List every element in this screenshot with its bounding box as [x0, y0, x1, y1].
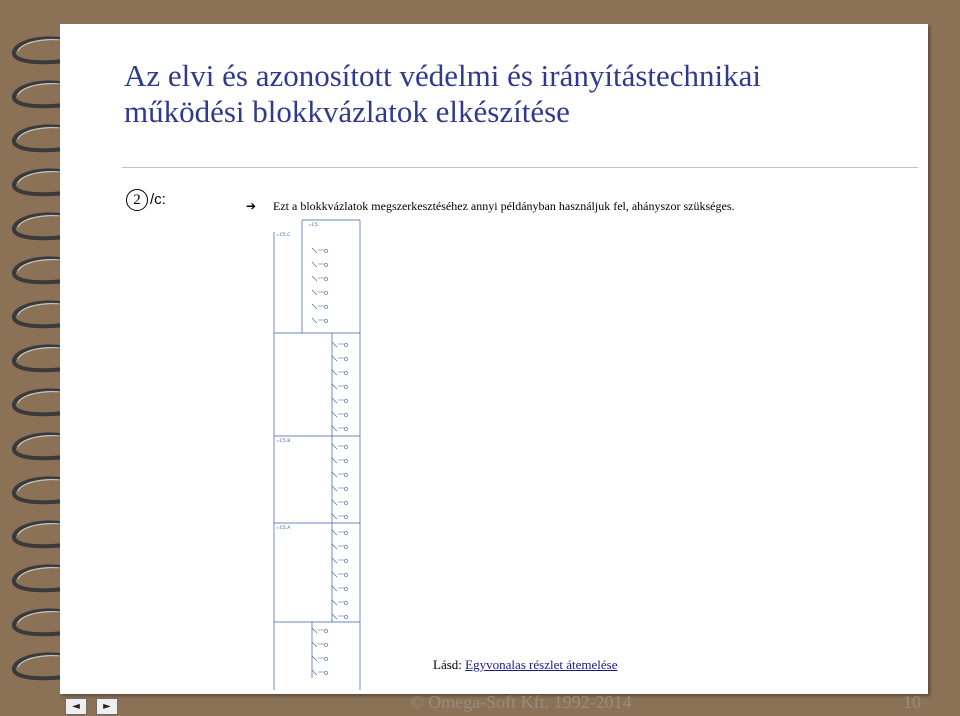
terminal-symbol — [344, 587, 347, 590]
switch-symbol — [332, 614, 344, 619]
slide-title — [124, 58, 914, 130]
switch-symbol — [332, 412, 344, 417]
switch-symbol — [312, 290, 324, 295]
prev-slide-button[interactable]: ◄ — [65, 698, 87, 715]
terminal-symbol — [324, 249, 327, 252]
terminal-symbol — [324, 643, 327, 646]
terminal-symbol — [344, 515, 347, 518]
diagram-section-label: =C5.B — [276, 439, 291, 444]
switch-symbol — [332, 530, 344, 535]
block-diagram — [272, 218, 362, 690]
terminal-symbol — [344, 487, 347, 490]
terminal-symbol — [344, 573, 347, 576]
step-label — [126, 189, 166, 211]
terminal-symbol — [344, 545, 347, 548]
switch-symbol — [312, 642, 324, 647]
switch-symbol — [332, 370, 344, 375]
switch-symbol — [312, 318, 324, 323]
title-line-2: működési blokkvázlatok elkészítése — [124, 94, 570, 129]
terminal-symbol — [324, 671, 327, 674]
switch-symbol — [312, 628, 324, 633]
switch-symbol — [332, 426, 344, 431]
terminal-symbol — [344, 459, 347, 462]
switch-symbol — [332, 572, 344, 577]
terminal-symbol — [344, 343, 347, 346]
terminal-symbol — [344, 445, 347, 448]
terminal-symbol — [324, 319, 327, 322]
terminal-symbol — [344, 615, 347, 618]
copyright-footer: © Omega-Soft Kft. 1992-2014 — [410, 692, 632, 712]
terminal-symbol — [344, 399, 347, 402]
switch-symbol — [332, 444, 344, 449]
terminal-symbol — [324, 291, 327, 294]
step-number: 2 — [126, 189, 148, 211]
see-link[interactable]: Egyvonalas részlet átemelése — [465, 657, 618, 672]
diagram-section-label: =C5. — [308, 223, 320, 228]
switch-symbol — [332, 544, 344, 549]
switch-symbol — [332, 558, 344, 563]
terminal-symbol — [344, 559, 347, 562]
title-line-1: Az elvi és azonosított védelmi és irányítástechnikai — [124, 58, 762, 93]
terminal-symbol — [344, 601, 347, 604]
switch-symbol — [312, 304, 324, 309]
page-number: 10 — [903, 692, 921, 712]
switch-symbol — [312, 248, 324, 253]
switch-symbol — [332, 486, 344, 491]
step-suffix: /c: — [150, 190, 166, 208]
switch-symbol — [312, 276, 324, 281]
switch-symbol — [332, 398, 344, 403]
terminal-symbol — [344, 357, 347, 360]
switch-symbol — [332, 384, 344, 389]
terminal-symbol — [324, 277, 327, 280]
switch-symbol — [312, 656, 324, 661]
title-divider — [122, 167, 918, 168]
switch-symbol — [332, 356, 344, 361]
terminal-symbol — [324, 629, 327, 632]
switch-symbol — [332, 586, 344, 591]
switch-symbol — [312, 262, 324, 267]
see-prefix: Lásd: — [433, 657, 466, 672]
terminal-symbol — [344, 473, 347, 476]
arrow-icon: ➔ — [246, 199, 257, 213]
terminal-symbol — [344, 531, 347, 534]
terminal-symbol — [344, 385, 347, 388]
next-slide-button[interactable]: ► — [96, 698, 118, 715]
diagram-section-label: =C5.A — [276, 526, 291, 531]
terminal-symbol — [344, 413, 347, 416]
terminal-symbol — [344, 371, 347, 374]
terminal-symbol — [324, 657, 327, 660]
diagram-section-label: =C5.C — [276, 233, 291, 238]
see-also — [433, 657, 617, 673]
switch-symbol — [332, 500, 344, 505]
switch-symbol — [332, 458, 344, 463]
terminal-symbol — [324, 263, 327, 266]
switch-symbol — [332, 342, 344, 347]
switch-symbol — [332, 600, 344, 605]
switch-symbol — [332, 472, 344, 477]
switch-symbol — [332, 514, 344, 519]
step-description: Ezt a blokkvázlatok megszerkesztéséhez annyi példányban használjuk fel, ahányszor szükséges. — [273, 199, 735, 213]
terminal-symbol — [344, 427, 347, 430]
switch-symbol — [312, 670, 324, 675]
terminal-symbol — [344, 501, 347, 504]
terminal-symbol — [324, 305, 327, 308]
